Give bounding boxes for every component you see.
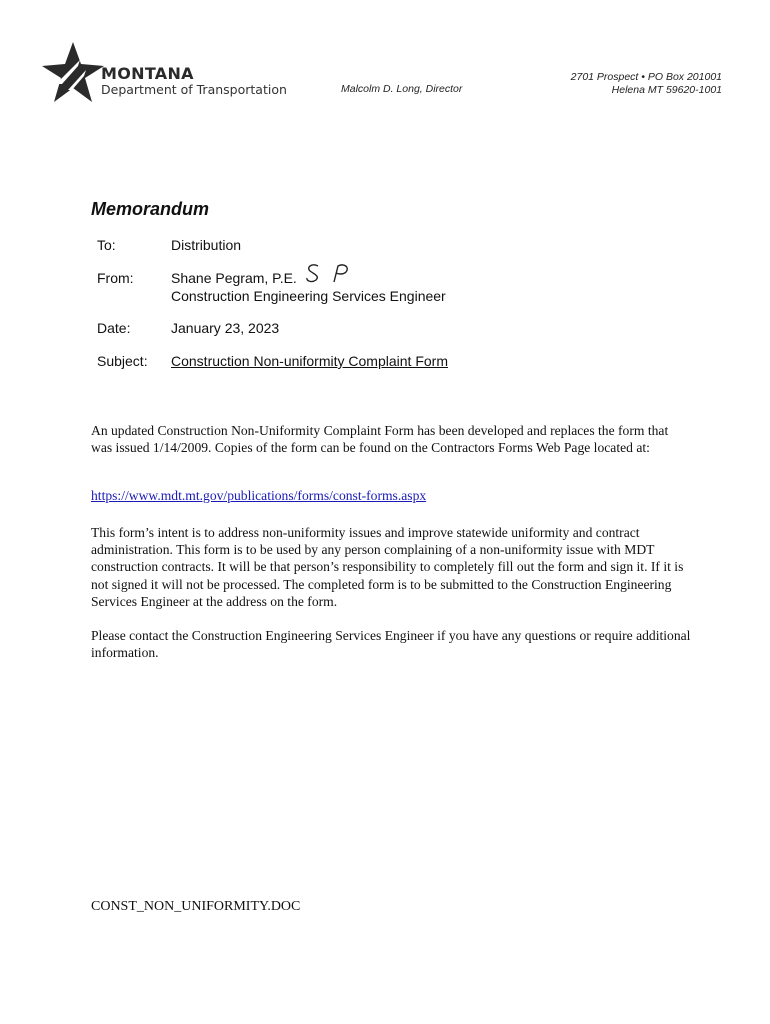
to-label: To:	[97, 237, 116, 253]
date-label: Date:	[97, 320, 131, 336]
address-line-2: Helena MT 59620-1001	[611, 84, 722, 96]
body-paragraph-3: Please contact the Construction Engineering Services Engineer if you have any questions or require additional information.	[91, 628, 691, 661]
body-paragraph-1: An updated Construction Non-Uniformity Complaint Form has been developed and replaces the form that was issued 1/14/2009. Copies of the form can be found on the Contractors Forms Web Page located at:	[91, 423, 669, 456]
address-block	[571, 71, 722, 97]
from-name: Shane Pegram, P.E.	[171, 270, 297, 286]
subject-label: Subject:	[97, 353, 148, 369]
footer-filename: CONST_NON_UNIFORMITY.DOC	[91, 899, 301, 914]
org-name: MONTANA	[101, 64, 194, 83]
forms-page-link[interactable]: https://www.mdt.mt.gov/publications/forms/const-forms.aspx	[91, 488, 427, 503]
subject-value: Construction Non-uniformity Complaint Form	[171, 353, 448, 369]
to-value: Distribution	[171, 237, 242, 253]
address-line-1: 2701 Prospect • PO Box 201001	[570, 71, 722, 83]
from-title: Construction Engineering Services Engineer	[171, 288, 446, 304]
date-value: January 23, 2023	[171, 320, 280, 336]
montana-star-logo-icon	[40, 40, 106, 106]
from-label: From:	[97, 270, 134, 286]
director-name: Malcolm D. Long, Director	[341, 83, 463, 95]
memo-title: Memorandum	[91, 199, 210, 219]
body-paragraph-2: This form’s intent is to address non-uniformity issues and improve statewide uniformity and contract administration. This form is to be used by any person complaining of a non-uniformity issue with MDT construction contracts. It will be that person’s responsibility to completely fill out the form and sign it. If it is not signed it will not be processed. The completed form is to be submitted to the Construction Engineering Services Engineer at the address on the form.	[91, 525, 684, 609]
department-name: Department of Transportation	[101, 82, 287, 97]
signature-initials-icon	[304, 262, 352, 284]
